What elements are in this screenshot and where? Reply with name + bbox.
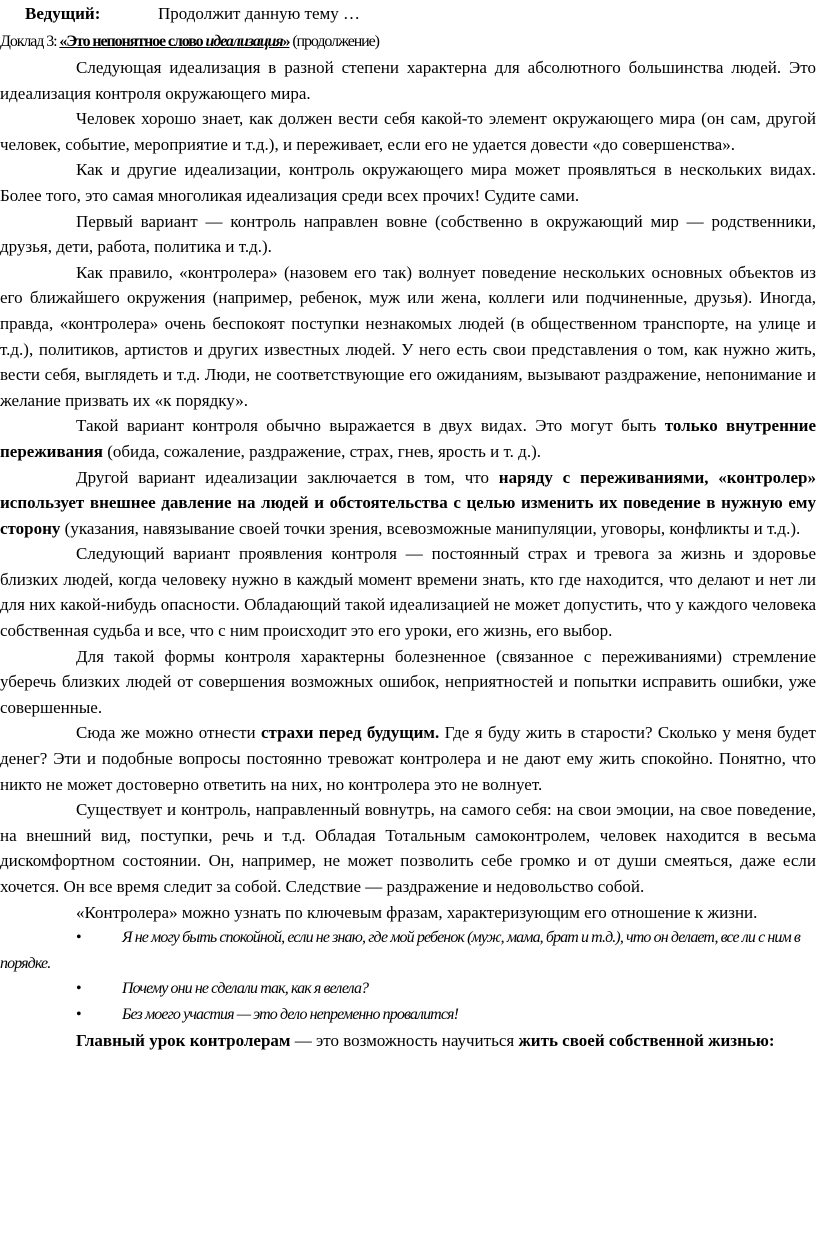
bullet-icon: •	[76, 980, 82, 998]
list-item	[0, 925, 816, 976]
presenter-label: Ведущий:	[25, 4, 101, 23]
paragraph-2: Человек хорошо знает, как должен вести себя какой-то элемент окружающего мира (он сам, другой человек, событие, мероприятие и т.д.), и переживает, если его не удается довести «до совершенства».	[0, 109, 816, 154]
report-title	[59, 33, 289, 50]
quote-text: Почему они не сделали так, как я велела?	[122, 980, 369, 998]
presenter-line	[25, 1, 361, 27]
document-body	[0, 55, 816, 1053]
paragraph-7-text-b: (указания, навязывание своей точки зрения, всевозможные манипуляции, уговоры, конфликты и т.д.).	[60, 518, 801, 538]
quote-text: Без моего участия — это дело непременно провалится!	[122, 1005, 459, 1023]
paragraph-8: Следующий вариант проявления контроля — постоянный страх и тревога за жизнь и здоровье близких людей, когда человеку нужно в каждый момент времени знать, кто где находится, что делают и нет ли для них какой-нибудь опасности. Обладающий такой идеализацией не может допустить, что у каждого человека собственная судьба и все, что с ним происходит это его уроки, его жизнь, его выбор.	[0, 544, 816, 641]
report-title-part2: »	[282, 33, 290, 50]
paragraph-10	[0, 720, 816, 797]
paragraph-6-text-b: (обида, сожаление, раздражение, страх, гнев, ярость и т. д.).	[102, 441, 541, 461]
list-item	[0, 976, 816, 1002]
report-prefix: Доклад 3:	[0, 33, 60, 50]
key-phrases-list	[0, 925, 816, 1027]
paragraph-10-text-b: Где я буду жить в старости? Сколько у меня будет денег? Эти и подобные вопросы постоянно тревожат контролера и не дают ему жить спокойно. Понятно, что никто не может достоверно ответить на них, но контролера это не волнует.	[0, 723, 816, 794]
paragraph-6-bold: только внутренние переживания	[0, 416, 816, 461]
report-suffix: (продолжение)	[289, 33, 379, 50]
final-bold-2: жить своей собственной жизнью:	[518, 1030, 775, 1050]
report-heading	[0, 29, 816, 55]
paragraph-6	[0, 413, 816, 464]
list-item	[0, 1002, 816, 1028]
bullet-icon: •	[76, 1005, 82, 1023]
final-paragraph	[0, 1028, 816, 1054]
paragraph-7-text-a: Другой вариант идеализации заключается в том, что	[76, 467, 499, 487]
final-bold-1: Главный урок контролерам	[76, 1030, 291, 1050]
paragraph-5: Как правило, «контролера» (назовем его так) волнует поведение нескольких основных объектов из его ближайшего окружения (например, ребенок, муж или жена, коллеги или подчиненные, друзья). Иногда, правда, «контролера» очень беспокоят поступки незнакомых людей (в общественном транспорте, на улице и т.д.), политиков, артистов и других известных людей. У него есть свои представления о том, как нужно жить, вести себя, выглядеть и т.д. Люди, не соответствующие его ожиданиям, вызывают раздражение, непонимание и желание призвать их «к порядку».	[0, 262, 816, 410]
paragraph-10-text-a: Сюда же можно отнести	[76, 723, 262, 743]
paragraph-3: Как и другие идеализации, контроль окружающего мира может проявляться в нескольких видах. Более того, это самая многоликая идеализация среди всех прочих! Судите сами.	[0, 160, 816, 205]
paragraph-7	[0, 465, 816, 542]
paragraph-12: «Контролера» можно узнать по ключевым фразам, характеризующим его отношение к жизни.	[76, 902, 758, 922]
paragraph-9: Для такой формы контроля характерны болезненное (связанное с переживаниями) стремление уберечь близких людей от совершения возможных ошибок, неприятностей и попытки исправить ошибки, уже совершенные.	[0, 646, 816, 717]
report-title-part1: «Это непонятное слово	[59, 33, 206, 50]
presenter-text: Продолжит данную тему …	[158, 4, 361, 23]
quote-text: Я не могу быть спокойной, если не знаю, где мой ребенок (муж, мама, брат и т.д.), что он делает, все ли с ним в порядке.	[0, 929, 800, 972]
paragraph-7-bold: наряду с переживаниями, «контролер» использует внешнее давление на людей и обстоятельства с целью изменить их поведение в нужную ему сторону	[0, 467, 816, 538]
paragraph-6-text-a: Такой вариант контроля обычно выражается в двух видах. Это могут быть	[76, 416, 665, 436]
final-text: — это возможность научиться	[290, 1030, 519, 1050]
paragraph-1: Следующая идеализация в разной степени характерна для абсолютного большинства людей. Это идеализация контроля окружающего мира.	[0, 58, 816, 103]
bullet-icon: •	[76, 929, 82, 947]
paragraph-4: Первый вариант — контроль направлен вовне (собственно в окружающий мир — родственники, друзья, дети, работа, политика и т.д.).	[0, 211, 816, 257]
paragraph-11: Существует и контроль, направленный вовнутрь, на самого себя: на свои эмоции, на свое поведение, на внешний вид, поступки, речь и т.д. Обладая Тотальным самоконтролем, человек находится в весьма дискомфортном состоянии. Он, например, не может позволить себе громко и от души смеяться, даже если хочется. Он все время следит за собой. Следствие — раздражение и недовольство собой.	[0, 800, 816, 896]
report-title-italic: идеализация	[205, 33, 283, 50]
paragraph-10-bold: страхи перед будущим.	[261, 723, 440, 743]
